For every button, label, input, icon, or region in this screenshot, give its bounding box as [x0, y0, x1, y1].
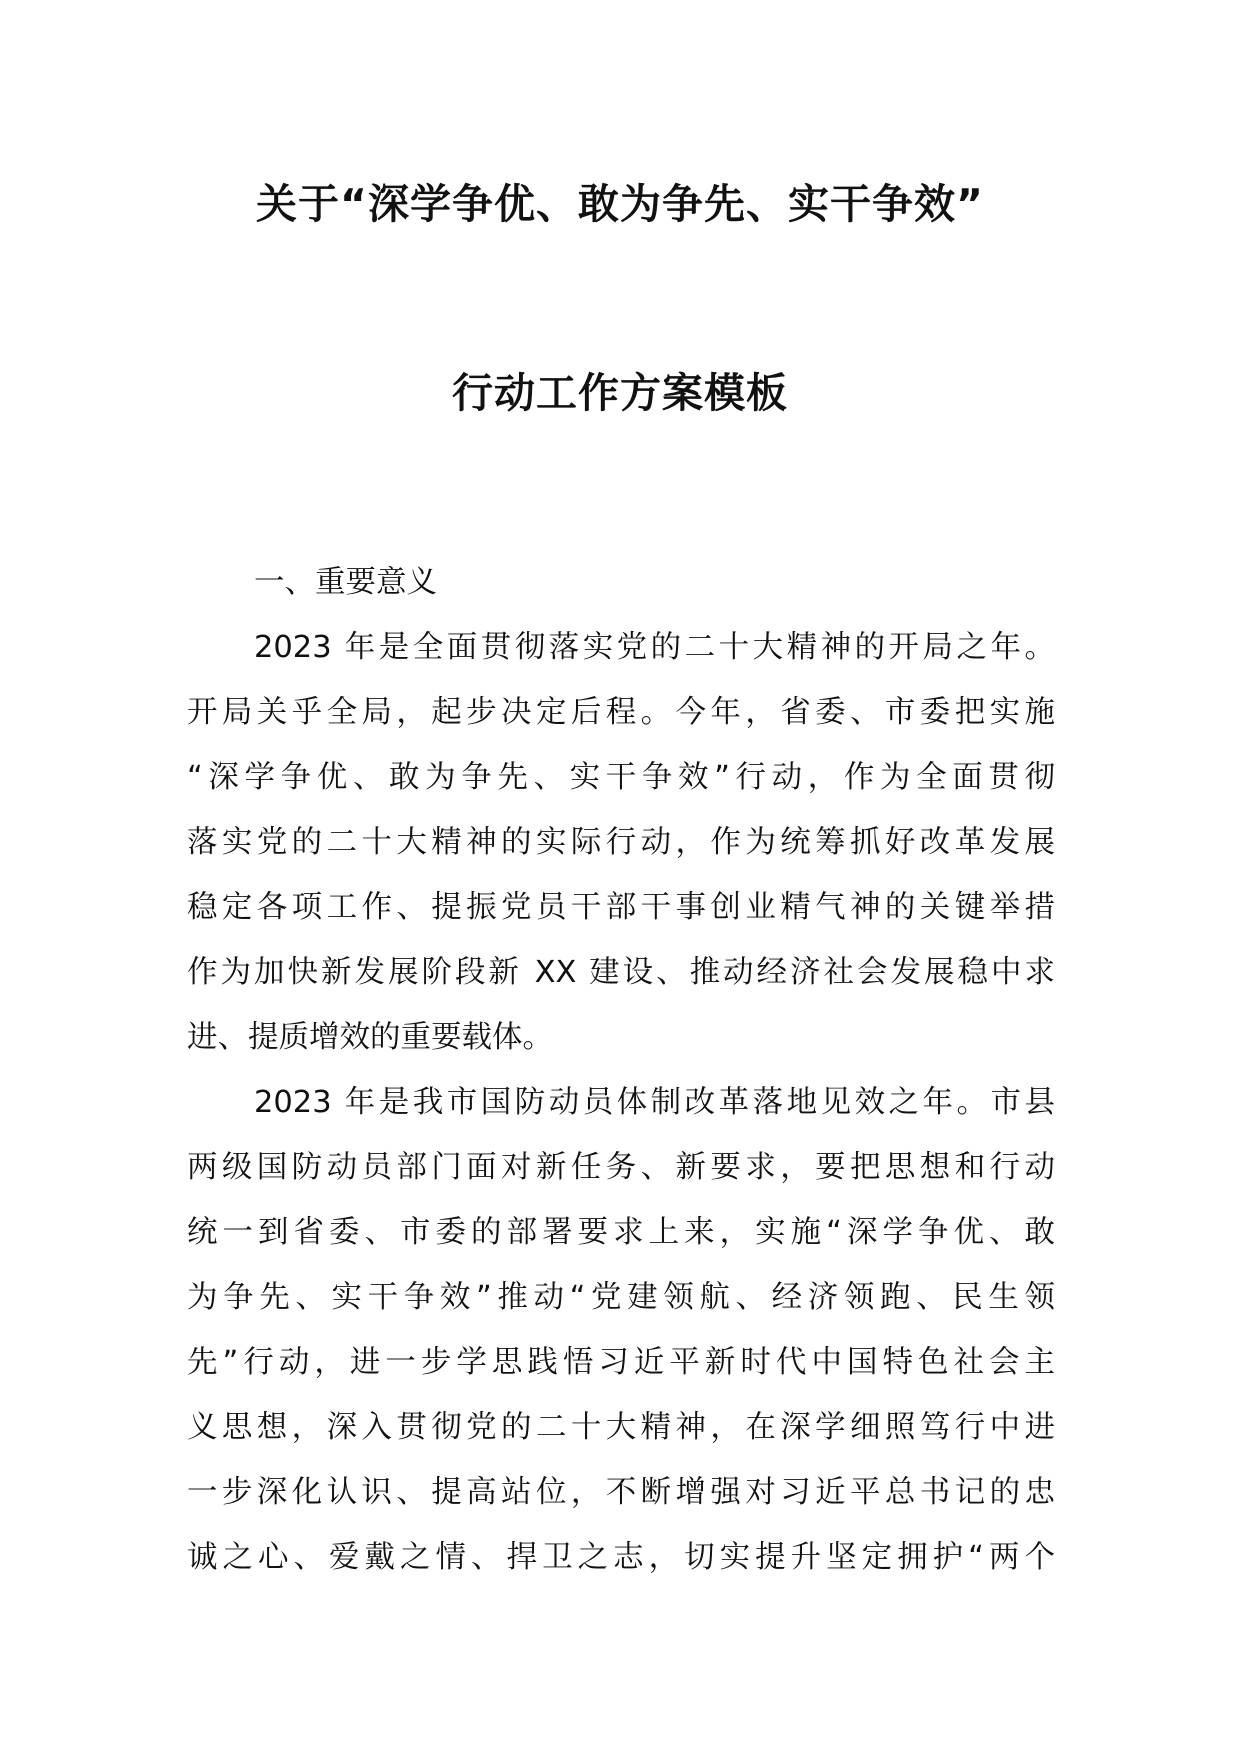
paragraph-2-line-6: 义思想，深入贯彻党的二十大精神，在深学细照笃行中进 [187, 1410, 1055, 1445]
paragraph-1-line-5: 稳定各项工作、提振党员干部干事创业精气神的关键举措 [187, 890, 1055, 925]
paragraph-2-line-8: 诚之心、爱戴之情、捍卫之志，切实提升坚定拥护“两个 [187, 1540, 1055, 1575]
paragraph-1-line-6: 作为加快新发展阶段新 XX 建设、推动经济社会发展稳中求 [187, 955, 1055, 990]
paragraph-2-line-4: 为争先、实干争效”推动“党建领航、经济领跑、民生领 [187, 1280, 1055, 1315]
paragraph-1-line-3: “深学争优、敢为争先、实干争效”行动，作为全面贯彻 [187, 760, 1055, 795]
paragraph-1-line-2: 开局关乎全局，起步决定后程。今年，省委、市委把实施 [187, 695, 1055, 730]
paragraph-2-line-5: 先”行动，进一步学思践悟习近平新时代中国特色社会主 [187, 1345, 1055, 1380]
document-title-line-1: 关于“深学争优、敢为争先、实干争效” [256, 180, 984, 228]
paragraph-1-line-1: 2023 年是全面贯彻落实党的二十大精神的开局之年。 [254, 630, 1055, 665]
document-body [187, 550, 1055, 1590]
paragraph-2-line-2: 两级国防动员部门面对新任务、新要求，要把思想和行动 [187, 1150, 1055, 1185]
paragraph-1-line-7: 进、提质增效的重要载体。 [187, 1020, 553, 1055]
paragraph-2-line-3: 统一到省委、市委的部署要求上来，实施“深学争优、敢 [187, 1215, 1055, 1250]
document-title-line-2: 行动工作方案模板 [452, 369, 788, 417]
paragraph-1-line-4: 落实党的二十大精神的实际行动，作为统筹抓好改革发展 [187, 825, 1055, 860]
section-heading: 一、重要意义 [254, 565, 437, 600]
paragraph-2-line-7: 一步深化认识、提高站位，不断增强对习近平总书记的忠 [187, 1475, 1055, 1510]
paragraph-2-line-1: 2023 年是我市国防动员体制改革落地见效之年。市县 [254, 1085, 1055, 1120]
